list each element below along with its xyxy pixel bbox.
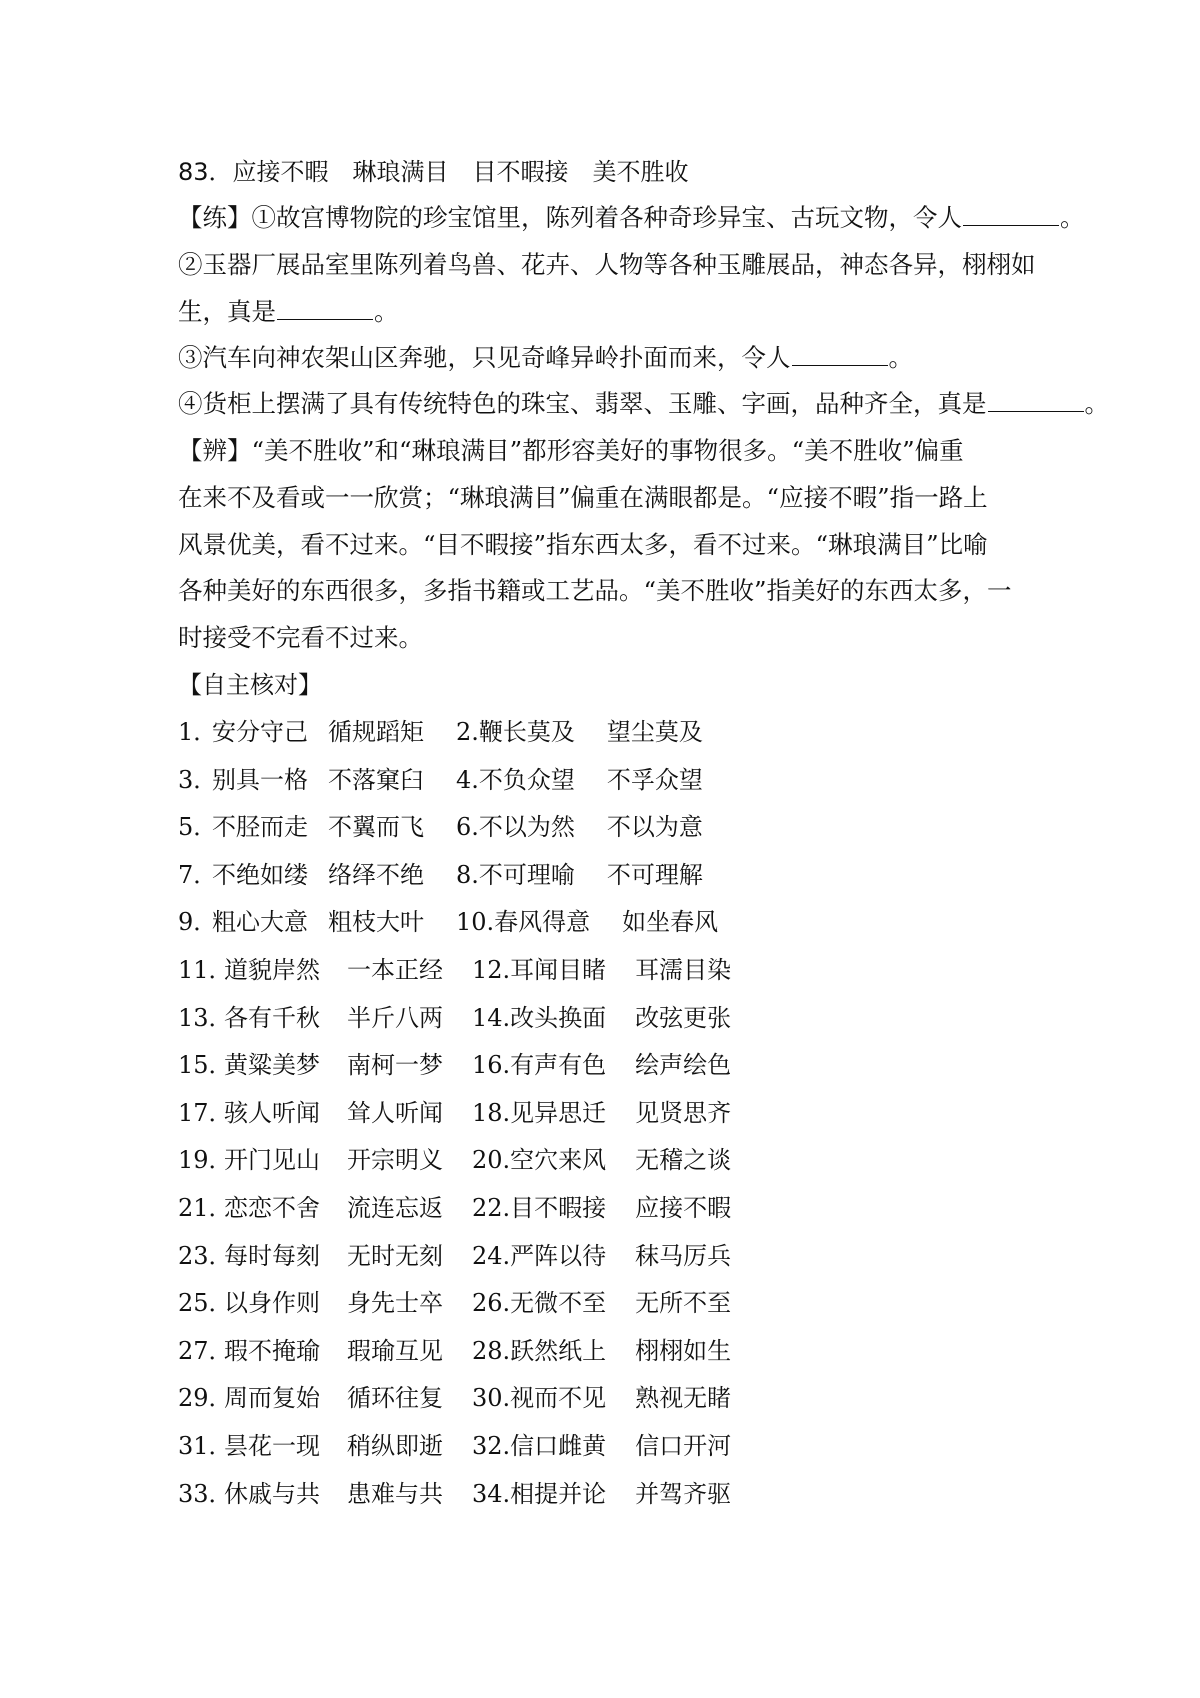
- answer-idiom: 不可理解: [606, 860, 703, 889]
- answer-idiom: 患难与共: [347, 1479, 443, 1508]
- answer-idiom: 半斤八两: [347, 1003, 443, 1032]
- answer-idiom: 耸人听闻: [347, 1098, 443, 1127]
- distinguish-line-1: 【辨】“美不胜收”和“琳琅满目”都形容美好的事物很多。“美不胜收”偏重: [178, 436, 964, 465]
- answer-number: 33．: [178, 1479, 233, 1508]
- answer-number: 10.: [456, 908, 495, 937]
- answer-idiom: 无稽之谈: [635, 1146, 732, 1175]
- answer-idiom: 改弦更张: [635, 1003, 732, 1032]
- answer-blank: [277, 299, 373, 320]
- practice-sentence-2-line-2: [178, 297, 399, 327]
- answer-row: [178, 907, 718, 937]
- answer-idiom: 别具一格: [212, 765, 308, 794]
- answer-number: 13．: [178, 1003, 233, 1032]
- answer-idiom: 不胫而走: [212, 813, 308, 842]
- answer-row: [178, 1336, 731, 1366]
- answer-number: 23．: [178, 1241, 233, 1270]
- answer-row: [178, 1241, 731, 1271]
- answer-idiom: 耳濡目染: [635, 956, 732, 984]
- answer-number: 12.: [472, 956, 511, 984]
- answer-idiom: 骇人听闻: [224, 1098, 320, 1127]
- answer-idiom: 空穴来风: [510, 1146, 607, 1175]
- distinguish-line-4: 各种美好的东西很多，多指书籍或工艺品。“美不胜收”指美好的东西太多，一: [178, 576, 1012, 605]
- practice-line-1: [178, 203, 1085, 233]
- answer-number: 20.: [472, 1146, 511, 1175]
- answer-idiom: 络绎不绝: [328, 860, 424, 889]
- answer-row: [178, 1431, 731, 1461]
- answer-idiom: 昙花一现: [224, 1432, 320, 1460]
- answer-idiom: 瑕不掩瑜: [224, 1336, 320, 1365]
- answer-number: 11．: [178, 956, 233, 984]
- answer-idiom: 严阵以待: [510, 1241, 607, 1270]
- answer-idiom: 不可理喻: [478, 860, 575, 889]
- answer-number: 8.: [456, 860, 479, 889]
- answer-idiom: 不落窠臼: [328, 765, 424, 794]
- practice-sentence-1: ①故宫博物院的珍宝馆里，陈列着各种奇珍异宝、古玩文物，令人: [251, 203, 962, 232]
- answer-idiom: 不翼而飞: [328, 813, 424, 842]
- answer-row: [178, 1145, 731, 1175]
- answer-idiom: 以身作则: [224, 1289, 320, 1318]
- answer-idiom: 南柯一梦: [347, 1051, 443, 1080]
- distinguish-line-5: 时接受不完看不过来。: [178, 623, 423, 652]
- distinguish-line-2: 在来不及看或一一欣赏；“琳琅满目”偏重在满眼都是。“应接不暇”指一路上: [178, 483, 988, 512]
- answer-number: 18.: [472, 1098, 511, 1127]
- answer-number: 17．: [178, 1098, 233, 1127]
- answer-idiom: 循规蹈矩: [328, 718, 424, 746]
- answer-number: 16.: [472, 1051, 511, 1080]
- answer-number: 4.: [456, 765, 479, 794]
- answer-idiom: 开门见山: [224, 1146, 320, 1175]
- answer-number: 21．: [178, 1194, 233, 1222]
- answer-idiom: 信口雌黄: [510, 1432, 607, 1460]
- answer-row: [178, 812, 703, 842]
- answer-idiom: 信口开河: [635, 1432, 732, 1460]
- answer-number: 34.: [472, 1479, 511, 1508]
- answer-idiom: 耳闻目睹: [510, 956, 607, 984]
- answer-idiom: 栩栩如生: [635, 1336, 732, 1365]
- answer-number: 32.: [472, 1432, 511, 1460]
- answer-number: 25．: [178, 1289, 233, 1318]
- answer-idiom: 如坐春风: [622, 908, 719, 937]
- punctuation: 。: [1060, 203, 1085, 232]
- answer-idiom: 安分守己: [212, 718, 308, 746]
- practice-sentence-4-text: ④货柜上摆满了具有传统特色的珠宝、翡翠、玉雕、字画，品种齐全，真是: [178, 389, 987, 418]
- answer-idiom: 瑕瑜互见: [347, 1336, 443, 1365]
- answer-idiom: 稍纵即逝: [347, 1432, 443, 1460]
- answer-number: 26.: [472, 1289, 511, 1318]
- answer-blank: [988, 391, 1084, 412]
- answer-idiom: 望尘莫及: [606, 718, 703, 746]
- answer-blank: [963, 205, 1059, 226]
- answer-row: [178, 1479, 731, 1509]
- answer-row: [178, 860, 703, 890]
- answer-number: 27．: [178, 1336, 233, 1365]
- answer-idiom: 秣马厉兵: [635, 1241, 732, 1270]
- answer-number: 22.: [472, 1194, 511, 1222]
- practice-sentence-2-line-1: ②玉器厂展品室里陈列着鸟兽、花卉、人物等各种玉雕展品，神态各异，栩栩如: [178, 250, 1036, 279]
- answer-idiom: 春风得意: [494, 908, 591, 937]
- practice-sentence-3: [178, 343, 913, 373]
- answer-idiom: 目不暇接: [510, 1194, 607, 1222]
- answer-idiom: 有声有色: [510, 1051, 607, 1080]
- answer-row: [178, 1003, 731, 1033]
- answer-idiom: 身先士卒: [347, 1289, 443, 1318]
- answer-row: [178, 955, 731, 985]
- practice-sentence-2-tail: 生，真是: [178, 297, 276, 326]
- answer-row: [178, 1098, 731, 1128]
- answer-idiom: 并驾齐驱: [635, 1479, 732, 1508]
- answer-idiom: 不以为意: [606, 813, 703, 842]
- practice-sentence-3-text: ③汽车向神农架山区奔驰，只见奇峰异岭扑面而来，令人: [178, 343, 791, 372]
- answer-number: 1．: [178, 718, 218, 746]
- answer-number: 30.: [472, 1384, 511, 1413]
- answer-number: 2.: [456, 718, 479, 746]
- answer-idiom: 改头换面: [510, 1003, 607, 1032]
- answer-number: 29．: [178, 1384, 233, 1413]
- punctuation: 。: [1084, 389, 1109, 418]
- answer-idiom: 循环往复: [347, 1384, 443, 1413]
- answer-row: [178, 1050, 731, 1080]
- punctuation: 。: [888, 343, 913, 372]
- answer-idiom: 见贤思齐: [635, 1098, 732, 1127]
- practice-tag: 【练】: [178, 203, 252, 232]
- item-83-heading: 83．应接不暇 琳琅满目 目不暇接 美不胜收: [178, 158, 689, 186]
- answer-idiom: 开宗明义: [347, 1146, 443, 1175]
- answer-row: [178, 765, 703, 795]
- answer-idiom: 不负众望: [478, 765, 575, 794]
- answer-idiom: 无微不至: [510, 1289, 607, 1318]
- answer-idiom: 粗枝大叶: [328, 908, 424, 937]
- answer-number: 19．: [178, 1146, 233, 1175]
- answer-idiom: 不以为然: [478, 813, 575, 842]
- answer-idiom: 不绝如缕: [212, 860, 308, 889]
- answer-number: 24.: [472, 1241, 511, 1270]
- answer-idiom: 应接不暇: [635, 1194, 732, 1222]
- answer-idiom: 不孚众望: [606, 765, 703, 794]
- answer-number: 5．: [178, 813, 218, 842]
- answer-idiom: 鞭长莫及: [478, 718, 575, 746]
- answer-row: [178, 717, 703, 747]
- answer-idiom: 粗心大意: [212, 908, 308, 937]
- distinguish-line-3: 风景优美，看不过来。“目不暇接”指东西太多，看不过来。“琳琅满目”比喻: [178, 530, 988, 559]
- answer-idiom: 视而不见: [510, 1384, 607, 1413]
- answer-row: [178, 1193, 731, 1223]
- answer-number: 31．: [178, 1432, 233, 1460]
- answer-number: 9．: [178, 908, 218, 937]
- answer-idiom: 相提并论: [510, 1479, 607, 1508]
- answer-idiom: 周而复始: [224, 1384, 320, 1413]
- answer-idiom: 熟视无睹: [635, 1384, 732, 1413]
- answer-blank: [792, 345, 888, 366]
- answer-idiom: 跃然纸上: [510, 1336, 607, 1365]
- answer-row: [178, 1383, 731, 1413]
- answer-idiom: 无所不至: [635, 1289, 732, 1318]
- answer-idiom: 各有千秋: [224, 1003, 320, 1032]
- answer-idiom: 绘声绘色: [635, 1051, 732, 1080]
- answer-number: 28.: [472, 1336, 511, 1365]
- answer-number: 6.: [456, 813, 479, 842]
- answer-idiom: 无时无刻: [347, 1241, 443, 1270]
- answer-number: 7．: [178, 860, 218, 889]
- answer-idiom: 休戚与共: [224, 1479, 320, 1508]
- answer-number: 15．: [178, 1051, 233, 1080]
- answer-idiom: 一本正经: [347, 956, 443, 984]
- practice-sentence-4: [178, 389, 1109, 419]
- punctuation: 。: [374, 297, 399, 326]
- answer-number: 14.: [472, 1003, 511, 1032]
- answer-idiom: 恋恋不舍: [224, 1194, 320, 1222]
- answer-number: 3．: [178, 765, 218, 794]
- answer-idiom: 流连忘返: [347, 1194, 443, 1222]
- answer-idiom: 见异思迁: [510, 1098, 607, 1127]
- answer-idiom: 道貌岸然: [224, 956, 320, 984]
- answer-row: [178, 1288, 731, 1318]
- answer-idiom: 黄粱美梦: [224, 1051, 320, 1080]
- answer-idiom: 每时每刻: [224, 1241, 320, 1270]
- self-check-heading: 【自主核对】: [178, 671, 322, 699]
